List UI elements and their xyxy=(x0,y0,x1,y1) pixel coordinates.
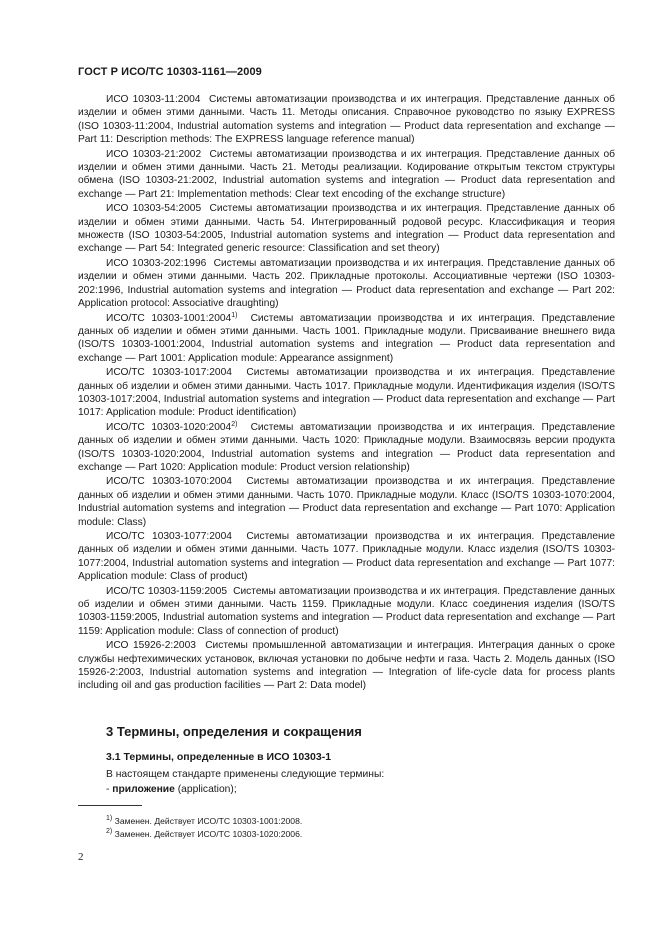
reference-title: Системы автоматизации производства и их интеграция. Представление данных об изделии и обмен этими данными. Часть 21. Методы реализации. Кодирование открытым текстом структуры обмена (ISO 10303-21:2002, Industrial automation systems and integration — Product data representation and exchange — Part 21: Implementation methods: Clear text encoding of the exchange structure) xyxy=(78,148,615,200)
reference-text xyxy=(78,202,615,256)
term-dash: - xyxy=(106,784,113,795)
reference-text xyxy=(78,366,615,420)
reference-code: ИСО/ТС 10303-1017:2004 xyxy=(106,367,232,379)
subsection-title: 3.1 Термины, определенные в ИСО 10303-1 xyxy=(106,751,332,763)
footnote-2 xyxy=(106,829,302,839)
reference-code: ИСО 10303-21:2002 xyxy=(106,148,202,160)
reference-code: ИСО 10303-11:2004 xyxy=(106,94,201,105)
reference-code: ИСО/ТС 10303-1020:2004 xyxy=(106,421,232,433)
reference-text xyxy=(78,585,615,639)
footnote-2-mark: 2) xyxy=(106,828,113,835)
reference-item xyxy=(78,421,615,475)
reference-item xyxy=(78,585,615,639)
section-intro: В настоящем стандарте применены следующие термины: xyxy=(106,769,385,780)
reference-title: Системы автоматизации производства и их интеграция. Представление данных об изделии и обмен этими данными. Часть 1077. Прикладные модули. Класс изделия (ISO/TS 10303-1077:2004, Industrial automation systems and integration — Product data representation and exchange — Part 1077: Application module: Class of product) xyxy=(78,531,616,583)
reference-item xyxy=(78,530,615,584)
reference-code: ИСО/ТС 10303-1001:2004 xyxy=(106,312,232,324)
reference-item xyxy=(78,202,615,256)
page-number: 2 xyxy=(78,851,84,863)
reference-title: Системы автоматизации производства и их интеграция. Представление данных об изделии и обмен этими данными. Часть 54. Интегрированный родовой ресурс. Классификация и теория множеств (ISO 10303-54:2005, Industrial automation systems and integration — Product data representation and exchange — Part 54: Integrated generic resource: Classification and set theory) xyxy=(78,203,615,255)
reference-text xyxy=(78,312,615,366)
footnote-divider xyxy=(78,805,142,806)
reference-text xyxy=(78,421,615,475)
reference-text xyxy=(78,257,615,311)
reference-title: Системы автоматизации производства и их интеграция. Представление данных об изделии и обмен этими данными. Часть 1017. Прикладные модули. Идентификация изделия (ISO/TS 10303-1017:2004, Industrial automation systems and integration — Product data representation and exchange — Part 1017: Application module: Product identification) xyxy=(78,367,616,419)
footnote-ref: 2) xyxy=(231,420,238,428)
reference-code: ИСО/ТС 10303-1070:2004 xyxy=(106,476,232,488)
reference-code: ИСО 10303-54:2005 xyxy=(106,203,202,215)
document-header: ГОСТ Р ИСО/ТС 10303-1161—2009 xyxy=(78,66,262,78)
footnote-ref: 1) xyxy=(231,311,238,319)
reference-list xyxy=(78,93,615,694)
reference-text xyxy=(78,530,615,584)
reference-code: ИСО 10303-202:1996 xyxy=(106,257,207,269)
reference-title: Системы автоматизации производства и их интеграция. Представление данных об изделии и обмен этими данными. Часть 1001. Прикладные модули. Присваивание внешнего вида (ISO/TS 10303-1001:2004, Industrial automation systems and integration — Product data representation and exchange — Part 1001: Application module: Appearance assignment) xyxy=(78,312,616,364)
term-english: (application); xyxy=(174,784,237,795)
reference-text xyxy=(78,148,615,202)
reference-item xyxy=(78,639,615,693)
reference-item xyxy=(78,312,615,366)
reference-title: Системы автоматизации производства и их интеграция. Представление данных об изделии и обмен этими данными. Часть 1020: Прикладные модули. Взаимосвязь версии продукта (ISO/TS 10303-1020:2004, Industrial automation systems and integration — Product data representation and exchange — Part 1020: Application module: Product version relationship) xyxy=(78,421,616,473)
reference-item xyxy=(78,148,615,202)
footnote-1-mark: 1) xyxy=(106,815,113,822)
reference-text xyxy=(78,93,615,147)
reference-title: Системы автоматизации производства и их интеграция. Представление данных об изделии и обмен этими данными. Часть 202. Прикладные протоколы. Ассоциативные чертежи (ISO 10303-202:1996, Industrial automation systems and integration — Product data representation and exchange — Part 202: Application protocol: Associative draughting) xyxy=(78,257,616,310)
footnote-2-text: Заменен. Действует ИСО/ТС 10303-1020:2006. xyxy=(114,829,303,839)
term-line xyxy=(106,784,237,795)
reference-code: ИСО 15926-2:2003 xyxy=(106,640,196,652)
reference-code: ИСО/ТС 10303-1077:2004 xyxy=(106,531,232,542)
reference-item xyxy=(78,257,615,311)
term-name: приложение xyxy=(112,784,175,795)
reference-code: ИСО/ТС 10303-1159:2005 xyxy=(106,585,227,597)
footnote-1-text: Заменен. Действует ИСО/ТС 10303-1001:2008. xyxy=(114,816,303,826)
reference-item xyxy=(78,475,615,529)
reference-text xyxy=(78,639,615,693)
reference-title: Системы промышленной автоматизации и интеграция. Интеграция данных о сроке службы нефтехимических установок, включая установки по добыче нефти и газа. Часть 2. Модель данных (ISO 15926-2:2003, Industrial automation systems and integration — Integration of life-cycle data for process plants including oil and gas production facilities — Part 2: Data model) xyxy=(78,640,615,692)
section-title: 3 Термины, определения и сокращения xyxy=(106,724,362,739)
reference-title: Системы автоматизации производства и их интеграция. Представление данных об изделии и обмен этими данными. Часть 11. Методы описания. Справочное руководство по языку EXPRESS (ISO 10303-11:2004, Industrial automation systems and integration — Product data representation and exchange — Part 11: Description methods: The EXPRESS language reference manual) xyxy=(78,94,616,146)
reference-text xyxy=(78,475,615,529)
reference-title: Системы автоматизации производства и их интеграция. Представление данных об изделии и обмен этими данными. Часть 1070. Прикладные модули. Класс (ISO/TS 10303-1070:2004, Industrial automation systems and integration — Product data representation and exchange — Part 1070: Application module: Class) xyxy=(78,476,616,528)
footnote-1 xyxy=(106,816,302,826)
reference-title: Системы автоматизации производства и их интеграция. Представление данных об изделии и обмен этими данными. Часть 1159. Прикладные модули. Класс соединения изделия (ISO/TS 10303-1159:2005, Industrial automation systems and integration — Product data representation and exchange — Part 1159: Application module: Class of connection of product) xyxy=(78,585,615,637)
reference-item xyxy=(78,366,615,420)
reference-item xyxy=(78,93,615,147)
